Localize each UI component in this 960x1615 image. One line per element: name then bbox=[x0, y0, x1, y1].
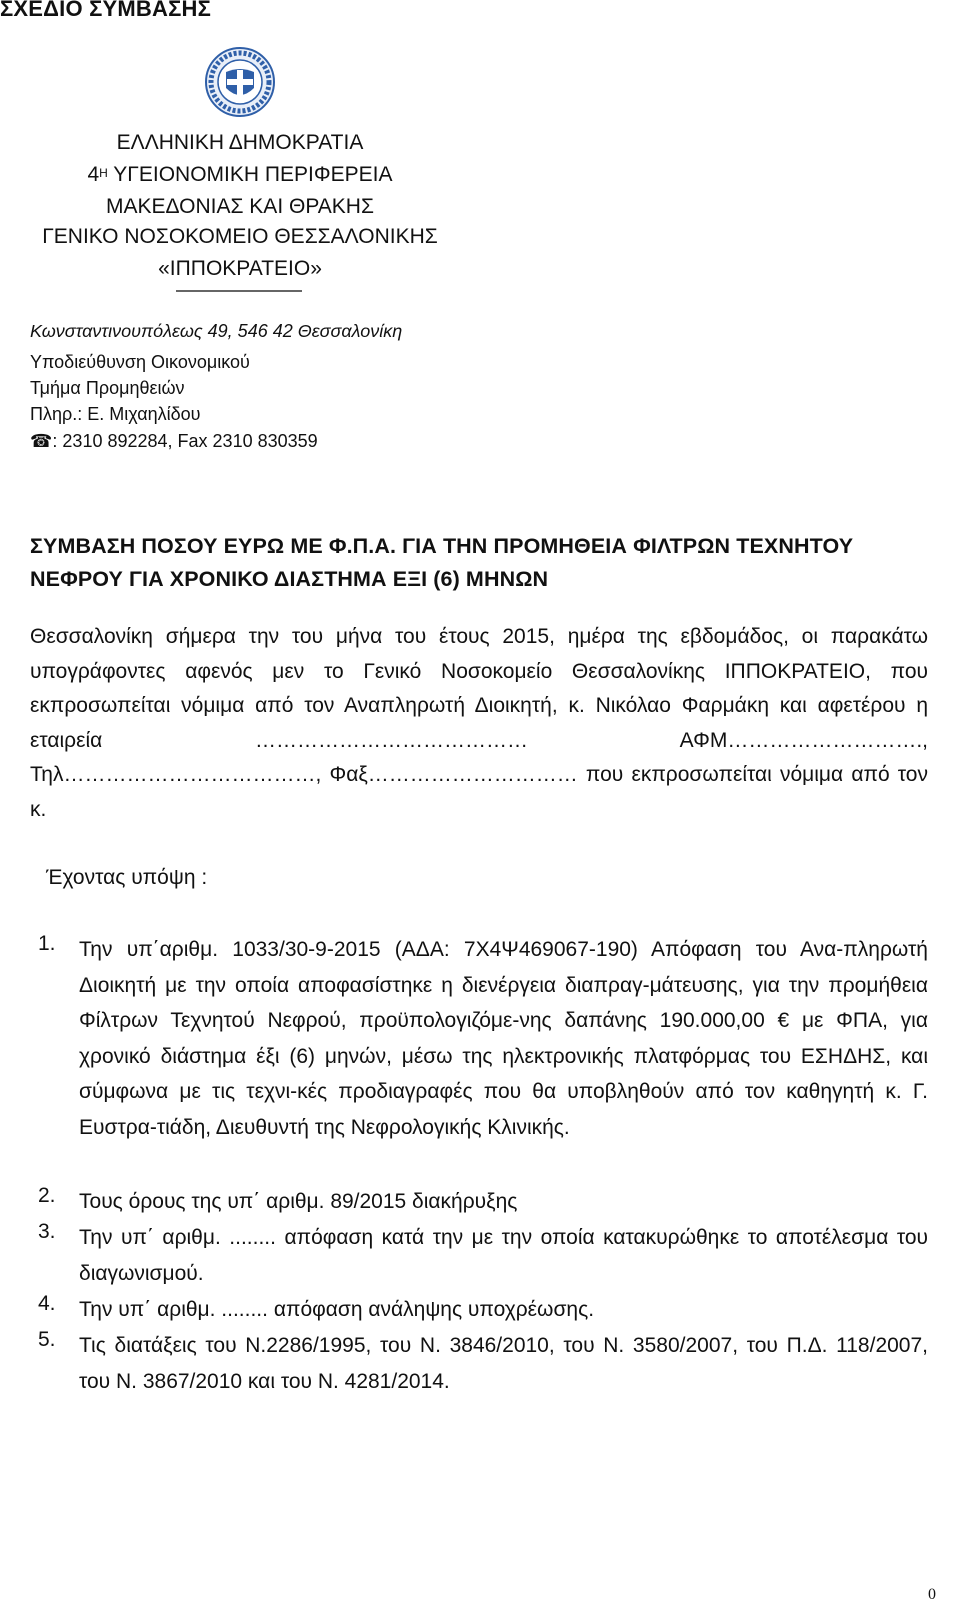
department-section: Τμήμα Προμηθειών bbox=[30, 378, 185, 398]
header-divider bbox=[176, 290, 302, 292]
header-hospital: ΓΕΝΙΚΟ ΝΟΣΟΚΟΜΕΙΟ ΘΕΣΣΑΛΟΝΙΚΗΣ bbox=[42, 225, 438, 248]
page-number: 0 bbox=[928, 1586, 936, 1603]
header-hospital-name: «ΙΠΠΟΚΡΑΤΕΙΟ» bbox=[158, 257, 322, 280]
intro-paragraph: Θεσσαλονίκη σήμερα την του μήνα του έτους 2015, ημέρα της εβδομάδος, οι παρακάτω υπογράφοντες αφενός μεν το Γενικό Νοσοκομείο Θεσσαλονίκης ΙΠΠΟΚΡΑΤΕΙΟ, που εκπροσωπείται νόμιμα από τον Αναπληρωτή Διοικητή, κ. Νικόλαο Φαρμάκη και αφετέρου η εταιρεία ………………………………… ΑΦΜ………………………., Τηλ………………………………, Φαξ………………………… που εκπροσωπείται νόμιμα από τον κ. bbox=[30, 625, 928, 821]
draft-title: ΣΧΕΔΙΟ ΣΥΜΒΑΣΗΣ bbox=[0, 0, 211, 21]
greek-coat-of-arms-icon bbox=[204, 46, 276, 118]
contract-subject bbox=[30, 530, 935, 596]
phone-line: ☎: 2310 892284, Fax 2310 830359 bbox=[30, 431, 318, 451]
contact-person: Πληρ.: Ε. Μιχαηλίδου bbox=[30, 404, 201, 424]
department-line: Υποδιεύθυνση Οικονομικού bbox=[30, 352, 250, 372]
considering-heading: Έχοντας υπόψη : bbox=[46, 866, 208, 889]
header-region: $4^H$ ΥΓΕΙΟΝΟΜΙΚΗ ΠΕΡΙΦΕΡΕΙΑ bbox=[87, 163, 393, 186]
subject-line-1: ΣΥΜΒΑΣΗ ΠΟΣΟΥ ΕΥΡΩ ΜΕ Φ.Π.Α. ΓΙΑ ΤΗΝ ΠΡΟΜΗΘΕΙΑ ΦΙΛΤΡΩΝ ΤΕΧΝΗΤΟΥ bbox=[30, 534, 854, 558]
phone-icon: ☎ bbox=[30, 431, 53, 451]
header-region-name: ΜΑΚΕΔΟΝΙΑΣ ΚΑΙ ΘΡΑΚΗΣ bbox=[106, 195, 374, 218]
header-country: ΕΛΛΗΝΙΚΗ ΔΗΜΟΚΡΑΤΙΑ bbox=[116, 131, 364, 154]
address: Κωνσταντινουπόλεως 49, 546 42 Θεσσαλονίκη bbox=[30, 321, 403, 341]
subject-line-2: ΝΕΦΡΟΥ ΓΙΑ ΧΡΟΝΙΚΟ ΔΙΑΣΤΗΜΑ ΕΞΙ (6) ΜΗΝΩΝ bbox=[30, 567, 549, 591]
